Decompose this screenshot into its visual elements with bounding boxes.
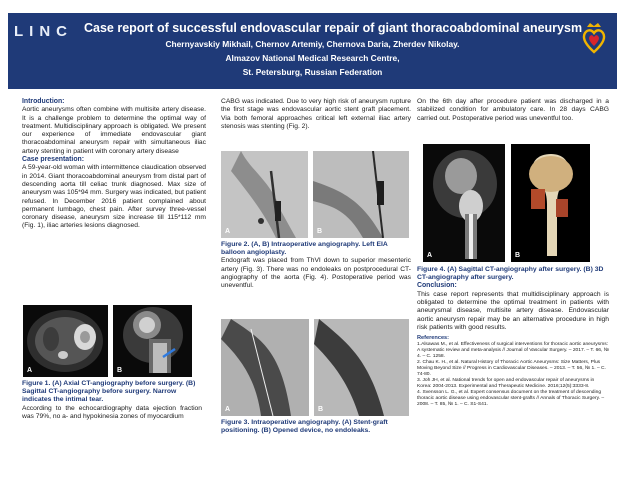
figure-3a-label: A (225, 406, 231, 413)
figure-2b-label: B (317, 228, 323, 235)
figure-4a-label: A (427, 252, 433, 259)
institution: Almazov National Medical Research Centre, (225, 53, 400, 63)
echo-text: According to the echocardiography data ejection fraction was 79%, no a- and hypokinesia zones of myocardium (22, 404, 202, 420)
figure-3-caption: Figure 3. Intraoperative angiography. (A) Stent-graft positioning. (B) Opened device, no endoleaks. (221, 419, 388, 435)
references-heading: References: (417, 335, 450, 342)
poster-header (8, 13, 617, 89)
conclusion-text: This case report represents that multidisciplinary approach is obligated to determine the optimal treatment in patients with aneurysmal disease, multisite artery disease. Endovascular aortic aneurysm repair may be an alternative procedure in high risk patients with good results. (417, 290, 609, 331)
column-left (22, 98, 206, 231)
column-left-bottom (22, 380, 202, 421)
figure-3a-image (221, 319, 309, 416)
introduction-heading: Introduction: (22, 98, 65, 105)
case-heading: Case presentation: (22, 156, 85, 164)
reference-item: 2. Chau K. H., et al. Natural History of Thoracic Aortic Aneurysms: Size Matters, Plus Moving Beyond Size // Progress in Cardiovascular Diseases. – 2013. – T. 56, № 1. – C. 74-80. (417, 360, 606, 378)
figure-1a-image (23, 305, 108, 377)
introduction-text: Aortic aneurysms often combine with multisite artery disease. It is a challenge problem to determine the optimal way of treatment. Multidisciplinary approach is obligated. We present our experience of immediate endovascular giant thoracoabdominal aneurysm repair with simultaneous iliac artery stenting in patient with coronary artery disease (22, 106, 206, 155)
figure-1a-label: A (27, 367, 33, 374)
figure-3b-image (314, 319, 409, 416)
figure-1b-image (113, 305, 192, 377)
column-right-bottom (417, 266, 609, 408)
reference-item: 3. Joh JH, et al. National trends for open and endovascular repair of aneurysms in Korea: 2004-2013. Experimental and Therapeutic Medicine. 2016;12(5):3333-8. (417, 378, 595, 390)
poster (8, 13, 617, 455)
column-middle-mid (221, 241, 411, 291)
linc-logo (14, 23, 73, 40)
column-middle-top (221, 98, 411, 131)
figure-4a-image (423, 144, 505, 262)
linc-logo-text: LINC (14, 23, 73, 40)
col3-top-text: On the 6th day after procedure patient was discharged in a stabilized condition for ambulatory care. In 28 days CABG carried out. Postoperative period was uneventful too. (417, 98, 609, 122)
authors: Chernyavskiy Mikhail, Chernov Artemiy, Chernova Daria, Zherdev Nikolay. (165, 39, 460, 49)
figure-2a-image (221, 151, 308, 238)
conclusion-heading: Conclusion: (417, 282, 457, 290)
references (417, 335, 609, 408)
figure-4b-image (511, 144, 590, 262)
figure-2b-image (313, 151, 409, 238)
col2-mid-text: Endograft was placed from ThVI down to superior mesenteric artery (Fig. 3). There was no endoleaks on postprocedural CT-angiography of the aorta (Fig. 4). Postoperative period was uneventful. (221, 257, 411, 290)
figure-2a-label: A (225, 228, 231, 235)
figure-1b-label: B (117, 367, 123, 374)
col2-top-text: CABG was indicated. Due to very high risk of aneurysm rupture the first stage was endovascular aortic stent graft placement. Via both femoral approaches critical left external iliac artery stenosis was stenting (Fig. 2). (221, 98, 411, 130)
case-text: A 59-year-old woman with intermittence claudication observed in 2014. Giant thoracoabdominal aneurysm from distal part of descending aorta till celiac trunk diagnosed. Max size of aneurysm was 105*94 mm. Surgery was indicated, but patient refused. In December 2016 patient complained about permanent lumbago, chest pain. After survey three-vessel coronary disease, aneurysm size increase till 115*112 mm (Fig. 1), iliac arteries lesions diagnosed. (22, 164, 206, 230)
reference-item: 1.Alsawas M., et al. Effectiveness of surgical interventions for thoracic aortic aneurysms: A systematic review and meta-analysis // Journal of Vascular Surgery. – 2017. – T. 66, № 4. – C. 1258. (417, 342, 609, 360)
figure-4-caption: Figure 4. (A) Sagittal CT-angiography after surgery. (B) 3D CT-angiography after surgery. (417, 266, 604, 282)
figure-2-caption: Figure 2. (A, B) Intraoperative angiography. Left EIA balloon angioplasty. (221, 241, 388, 257)
column-middle-bottom (221, 419, 411, 435)
figure-4b-label: B (515, 252, 521, 259)
figure-1-caption: Figure 1. (A) Axial CT-angiography before surgery. (B) Sagittal CT-angiography before surgery. Narrow indicates the intimal tear. (22, 380, 196, 404)
column-right-top (417, 98, 609, 123)
poster-title: Case report of successful endovascular repair of giant thoracoabdominal aneurysm (84, 21, 583, 35)
reference-item: 4. Svensson L. G., et al. Expert consensus document on the treatment of descending thoracic aortic disease using endovascular stent-grafts // Annals of Thoracic Surgery. – 2008. – T. 85, № 1. – C. S1-S41. (417, 390, 605, 408)
heart-crown-logo-icon (581, 21, 607, 55)
figure-3b-label: B (318, 406, 324, 413)
city: St. Petersburg, Russian Federation (242, 67, 383, 77)
